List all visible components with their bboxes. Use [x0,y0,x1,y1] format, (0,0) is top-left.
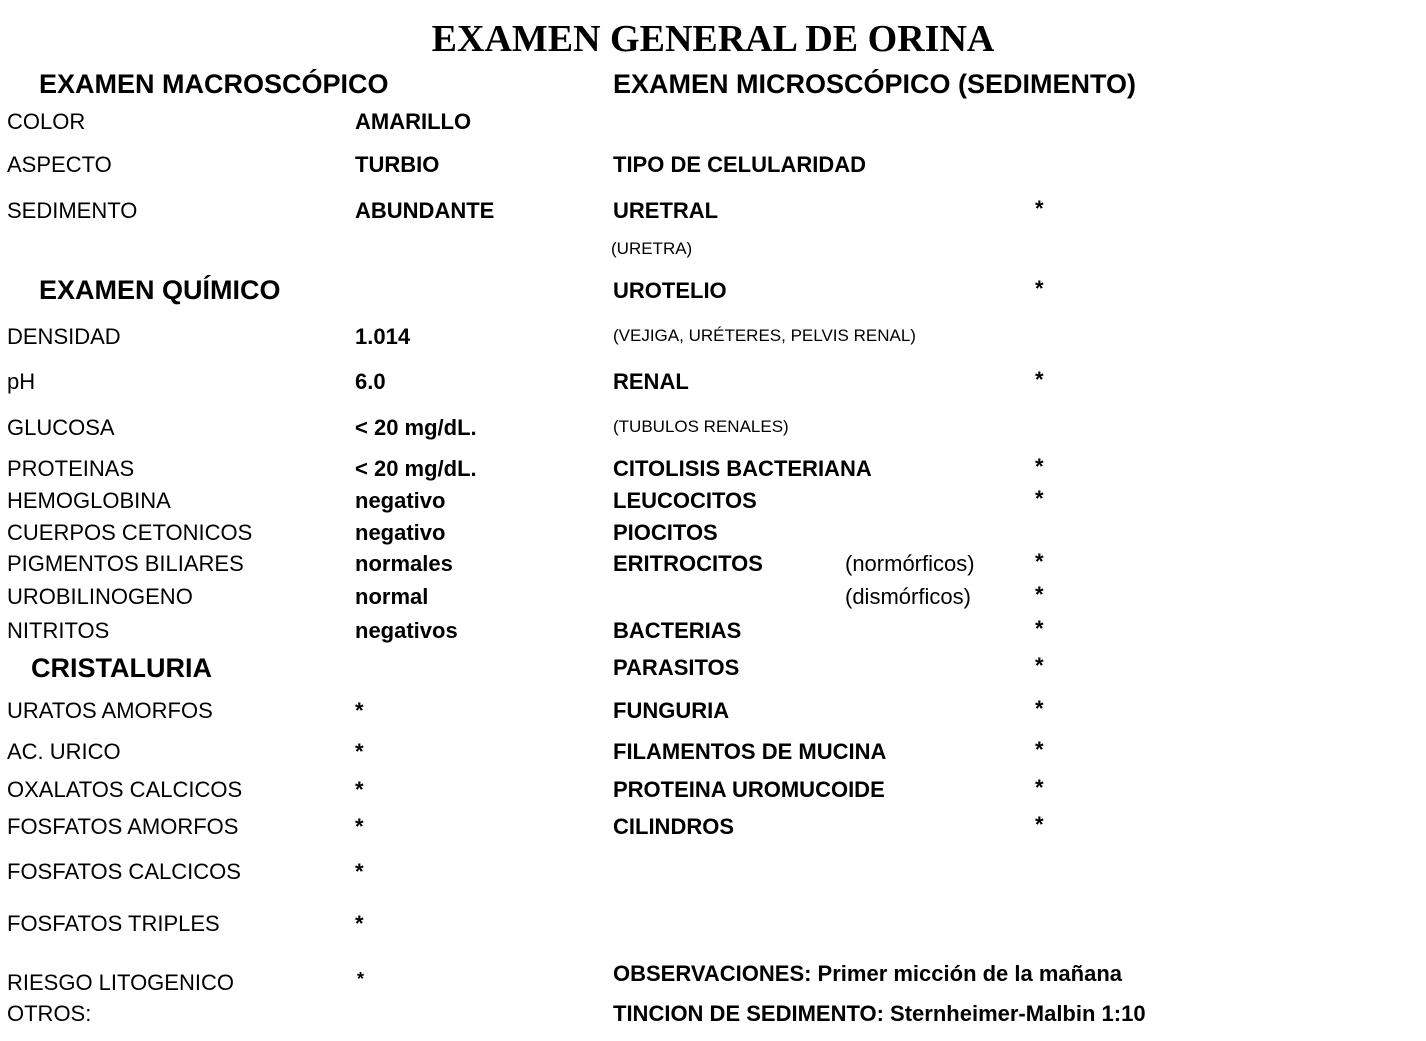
eritrocitos-normorficos-value: * [1035,549,1044,574]
urobilinogeno-value: normal [355,584,429,609]
fosfatos-amorfos-value: * [355,814,364,839]
biliares-label: PIGMENTOS BILIARES [7,551,244,576]
urotelio-label: UROTELIO [613,278,727,303]
biliares-value: normales [355,551,453,576]
hemoglobina-label: HEMOGLOBINA [7,488,171,513]
uratos-label: URATOS AMORFOS [7,698,213,723]
glucosa-label: GLUCOSA [7,415,115,440]
parasitos-value: * [1035,653,1044,678]
observaciones: OBSERVACIONES: Primer micción de la mañana [613,961,1123,986]
heading-microscopico: EXAMEN MICROSCÓPICO (SEDIMENTO) [613,69,1137,99]
glucosa-value: < 20 mg/dL. [355,415,477,440]
ph-label: pH [7,369,36,394]
mucina-value: * [1035,737,1044,762]
color-value: AMARILLO [355,109,472,134]
riesgo-value: * [357,969,365,989]
densidad-label: DENSIDAD [7,324,121,349]
riesgo-label: RIESGO LITOGENICO [7,970,234,995]
cetonicos-label: CUERPOS CETONICOS [7,520,253,545]
oxalatos-value: * [355,777,364,802]
funguria-label: FUNGURIA [613,698,730,723]
color-label: COLOR [7,109,86,134]
urobilinogeno-label: UROBILINOGENO [7,584,193,609]
urotelio-note: (VEJIGA, URÉTERES, PELVIS RENAL) [613,326,916,345]
otros-label: OTROS: [7,1001,92,1026]
uretral-label: URETRAL [613,198,719,223]
uromucoide-value: * [1035,775,1044,800]
parasitos-label: PARASITOS [613,655,740,680]
funguria-value: * [1035,696,1044,721]
oxalatos-label: OXALATOS CALCICOS [7,777,243,802]
aspecto-label: ASPECTO [7,152,112,177]
sedimento-label: SEDIMENTO [7,198,138,223]
fosfatos-triples-value: * [355,911,364,936]
uretral-value: * [1035,196,1044,221]
leucocitos-label: LEUCOCITOS [613,488,757,513]
eritrocitos-dismorficos: (dismórficos) [845,584,971,609]
proteinas-value: < 20 mg/dL. [355,456,477,481]
densidad-value: 1.014 [355,324,411,349]
urotelio-value: * [1035,276,1044,301]
tipo-celularidad: TIPO DE CELULARIDAD [613,152,866,177]
fosfatos-amorfos-label: FOSFATOS AMORFOS [7,814,239,839]
heading-quimico: EXAMEN QUÍMICO [39,275,281,305]
sedimento-value: ABUNDANTE [355,198,495,223]
fosfatos-calcicos-value: * [355,859,364,884]
page-title: EXAMEN GENERAL DE ORINA [431,18,995,60]
cilindros-value: * [1035,812,1044,837]
bacterias-label: BACTERIAS [613,618,742,643]
eritrocitos-label: ERITROCITOS [613,551,763,576]
citolisis-label: CITOLISIS BACTERIANA [613,456,872,481]
hemoglobina-value: negativo [355,488,446,513]
cetonicos-value: negativo [355,520,446,545]
leucocitos-value: * [1035,486,1044,511]
mucina-label: FILAMENTOS DE MUCINA [613,739,887,764]
nitritos-label: NITRITOS [7,618,110,643]
urico-label: AC. URICO [7,739,121,764]
heading-cristaluria: CRISTALURIA [31,653,212,683]
renal-label: RENAL [613,369,689,394]
renal-value: * [1035,367,1044,392]
heading-macroscopico: EXAMEN MACROSCÓPICO [39,69,389,99]
tincion-sedimento: TINCION DE SEDIMENTO: Sternheimer-Malbin 1:10 [613,1001,1146,1026]
urico-value: * [355,739,364,764]
bacterias-value: * [1035,616,1044,641]
ph-value: 6.0 [355,369,386,394]
renal-note: (TUBULOS RENALES) [613,417,789,436]
aspecto-value: TURBIO [355,152,440,177]
fosfatos-triples-label: FOSFATOS TRIPLES [7,911,220,936]
eritrocitos-normorficos: (normórficos) [845,551,975,576]
eritrocitos-dismorficos-value: * [1035,582,1044,607]
cilindros-label: CILINDROS [613,814,734,839]
uromucoide-label: PROTEINA UROMUCOIDE [613,777,885,802]
nitritos-value: negativos [355,618,458,643]
uretral-note: (URETRA) [611,239,693,258]
proteinas-label: PROTEINAS [7,456,135,481]
piocitos-label: PIOCITOS [613,520,718,545]
fosfatos-calcicos-label: FOSFATOS CALCICOS [7,859,241,884]
citolisis-value: * [1035,454,1044,479]
uratos-value: * [355,698,364,723]
